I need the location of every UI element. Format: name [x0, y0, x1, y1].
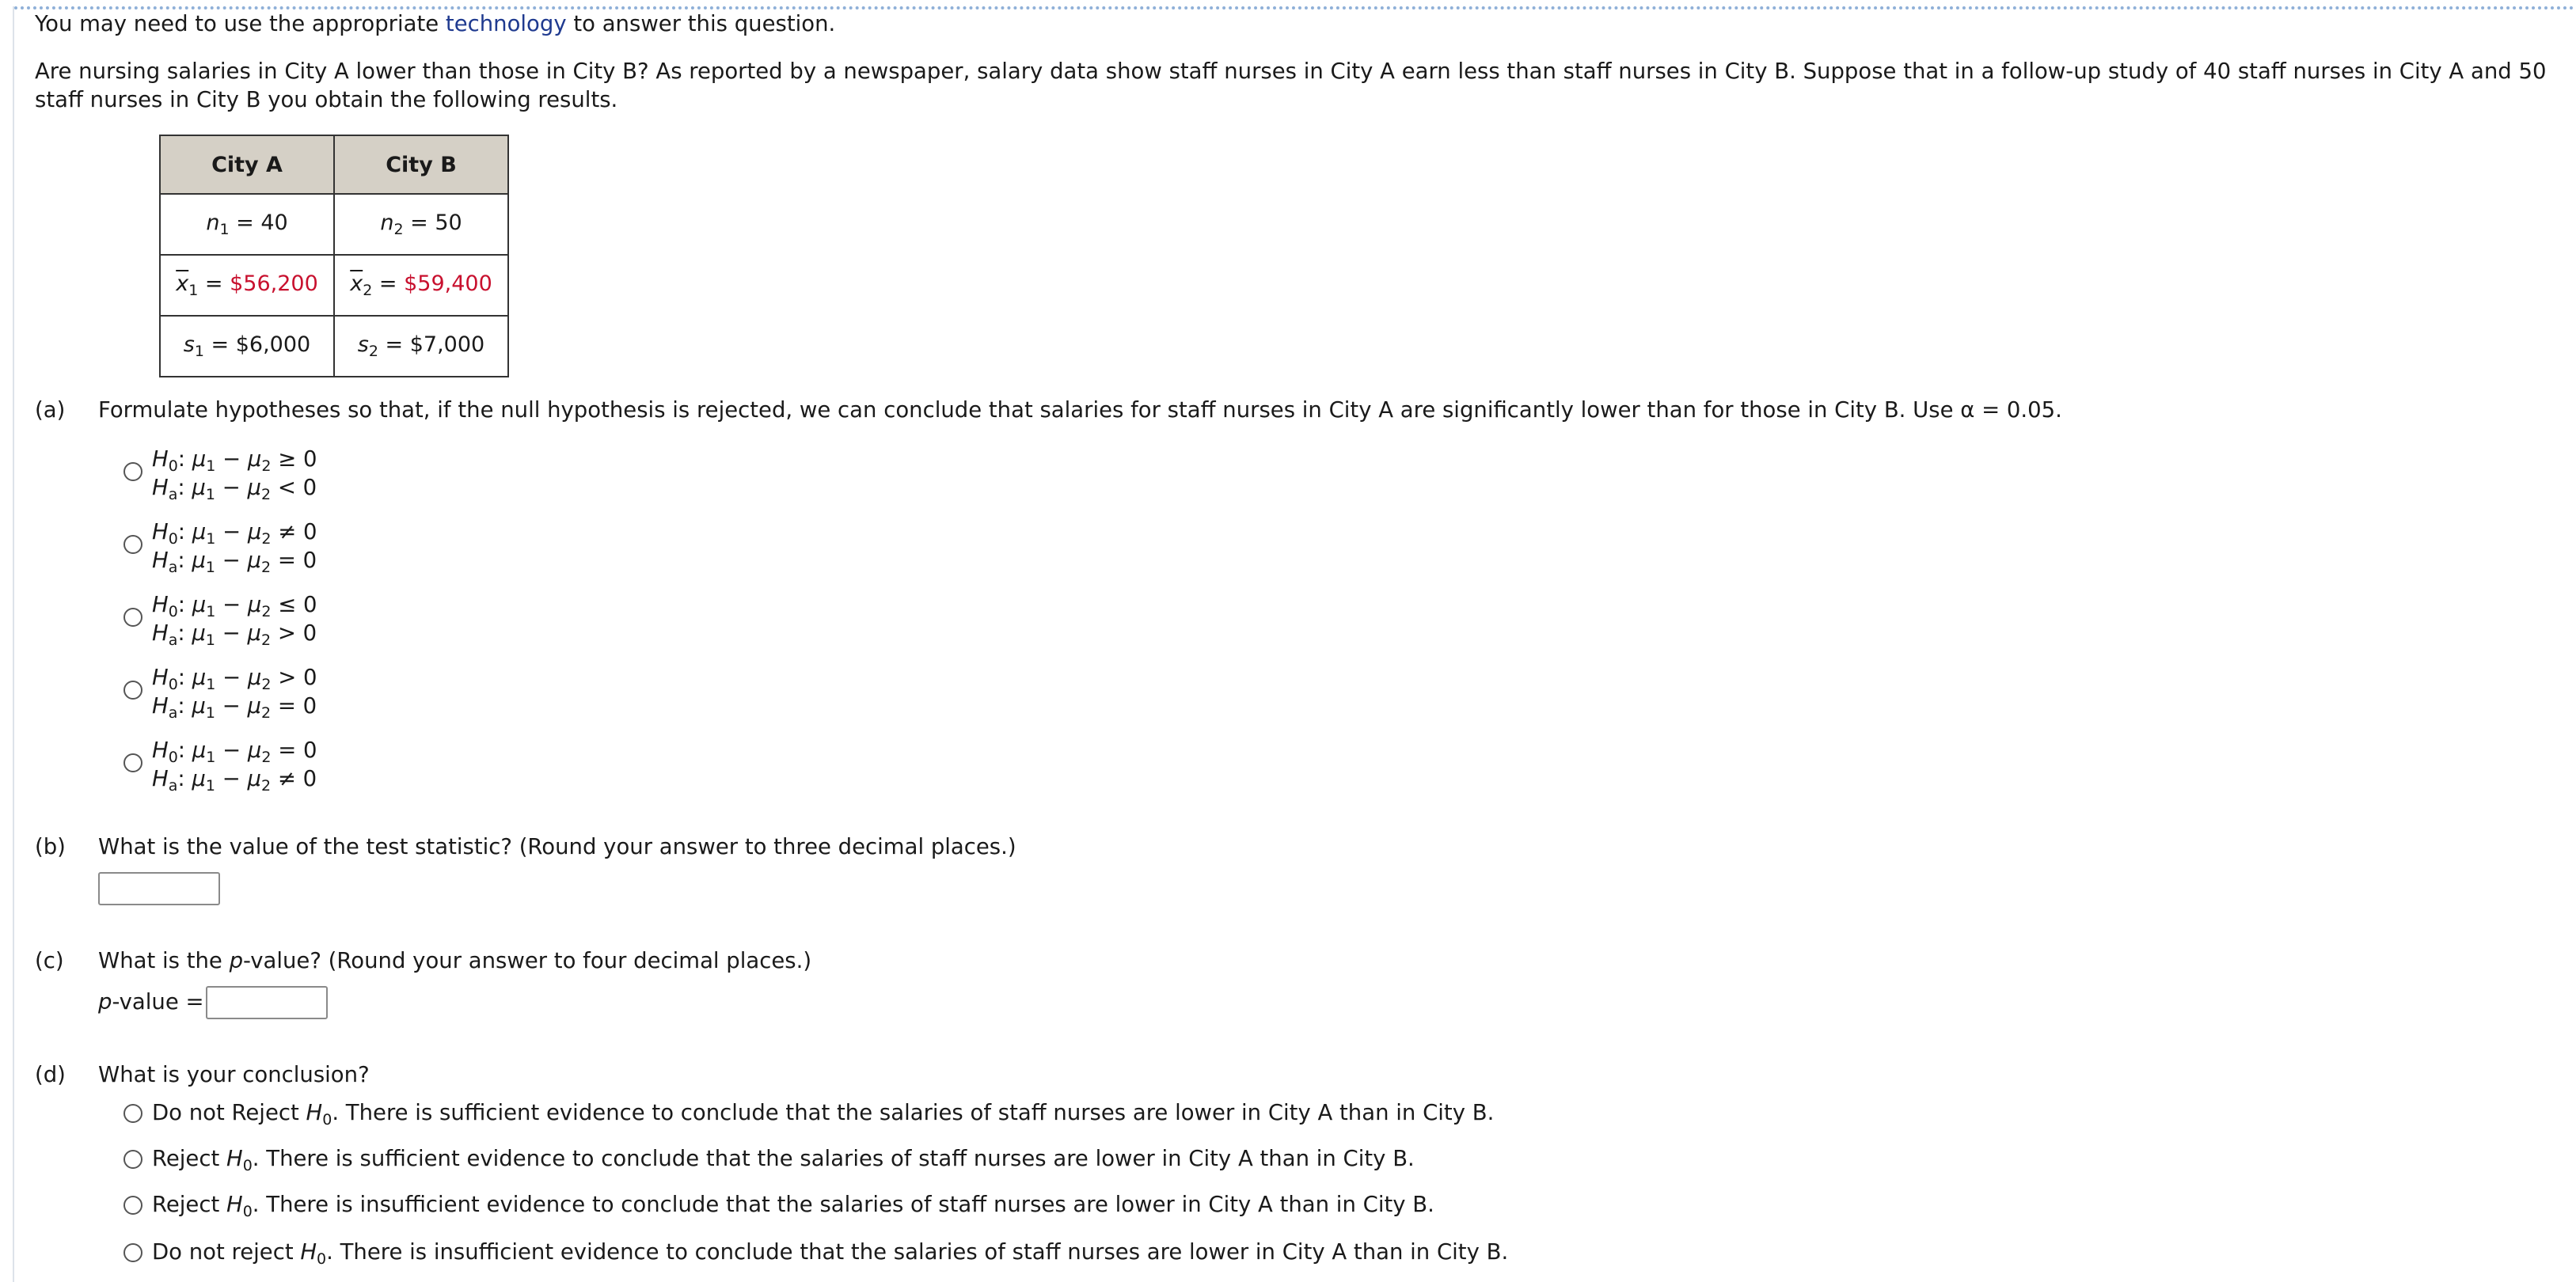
ha-relation: ≠ 0: [277, 766, 317, 791]
conclusion-option[interactable]: Do not Reject $H_0$. There is sufficient evidence to conclude that the salaries of staff nurses are lower in City A than in City B.: [123, 1098, 1494, 1134]
alternative-hypothesis: $H_a$: $\mu_1 - \mu_2 < 0$: [152, 475, 317, 503]
intro-prefix: You may need to use the appropriate: [35, 11, 439, 36]
p-value-label-p: p: [98, 989, 112, 1015]
radio-button[interactable]: [123, 1150, 142, 1169]
conclusion-action: Do not reject: [152, 1239, 294, 1265]
radio-button[interactable]: [123, 608, 142, 627]
p-value-label: [98, 988, 204, 1016]
conclusion-action: Reject: [152, 1146, 220, 1171]
h0-symbol: H: [300, 1239, 317, 1265]
x2-eq: =: [378, 271, 405, 296]
ha-relation: < 0: [277, 475, 317, 500]
part-d-label: (d): [35, 1062, 66, 1087]
null-hypothesis: $H_0$: $\mu_1 - \mu_2 \ne 0$: [152, 519, 317, 548]
conclusion-option[interactable]: Do not reject $H_0$. There is insufficient evidence to conclude that the salaries of staff nurses are lower in City A than in City B.: [123, 1238, 1508, 1273]
alternative-hypothesis: $H_a$: $\mu_1 - \mu_2 > 0$: [152, 620, 317, 649]
part-c-text-p: p: [229, 948, 244, 973]
h0-relation: ≥ 0: [278, 446, 317, 472]
h0-relation: > 0: [278, 665, 317, 690]
intro-suffix: to answer this question.: [573, 11, 836, 36]
p-value-input[interactable]: [206, 986, 328, 1019]
part-b-question: [35, 833, 1016, 861]
part-a-question: [35, 396, 2062, 424]
conclusion-option[interactable]: Reject $H_0$. There is insufficient evidence to conclude that the salaries of staff nurses are lower in City A than in City B.: [123, 1190, 1434, 1226]
alternative-hypothesis: $H_a$: $\mu_1 - \mu_2 = 0$: [152, 548, 317, 576]
null-hypothesis: $H_0$: $\mu_1 - \mu_2 \ge 0$: [152, 446, 317, 475]
technology-link[interactable]: technology: [445, 11, 567, 36]
cell-x2: $\overline{x}_2$ = $59,400: [334, 255, 508, 316]
radio-button[interactable]: [123, 753, 142, 772]
conclusion-text: . There is insufficient evidence to conclude that the salaries of staff nurses are lower in City A than in City B.: [326, 1239, 1509, 1265]
h0-relation: ≠ 0: [278, 519, 317, 544]
h0-relation: ≤ 0: [278, 592, 317, 617]
ha-relation: = 0: [277, 693, 317, 719]
h0-symbol: H: [226, 1146, 243, 1171]
col-header-city-a: City A: [160, 135, 334, 194]
part-c-label: (c): [35, 948, 64, 973]
part-d-question: [35, 1060, 370, 1089]
s2-value: = $7,000: [385, 332, 485, 357]
test-statistic-input[interactable]: [98, 872, 220, 905]
conclusion-text: . There is sufficient evidence to conclude that the salaries of staff nurses are lower in City A than in City B.: [252, 1146, 1415, 1171]
conclusion-action: Reject: [152, 1192, 220, 1217]
conclusion-text: . There is insufficient evidence to conclude that the salaries of staff nurses are lower in City A than in City B.: [252, 1192, 1434, 1217]
cell-n1: $n_1 = 40$: [160, 194, 334, 255]
cell-s1: $s_1$ = $6,000: [160, 316, 334, 377]
h0-symbol: H: [306, 1100, 323, 1125]
part-b-label: (b): [35, 834, 66, 859]
cell-s2: $s_2$ = $7,000: [334, 316, 508, 377]
ha-relation: > 0: [277, 620, 317, 646]
h0-relation: = 0: [278, 738, 317, 763]
col-header-city-b: City B: [334, 135, 508, 194]
part-a-label: (a): [35, 397, 66, 423]
salary-table: [159, 135, 509, 377]
p-value-label-rest: -value =: [112, 989, 204, 1015]
radio-button[interactable]: [123, 1104, 142, 1123]
part-c-text-prefix: What is the: [98, 948, 230, 973]
question-paragraph: Are nursing salaries in City A lower than those in City B? As reported by a newspaper, salary data show staff nurses in City A earn less than staff nurses in City B. Suppose that in a follow-up study of 40 staff nurses in City A and 50 staff nurses in City B you obtain the following results.: [35, 59, 2547, 112]
radio-button[interactable]: [123, 535, 142, 554]
part-c-question: [35, 946, 811, 975]
radio-button[interactable]: [123, 462, 142, 481]
h0-symbol: H: [226, 1192, 243, 1217]
s1-value: = $6,000: [211, 332, 311, 357]
part-c-text-suffix: -value? (Round your answer to four decimal places.): [243, 948, 812, 973]
null-hypothesis: $H_0$: $\mu_1 - \mu_2 = 0$: [152, 738, 317, 766]
cell-x1: $\overline{x}_1$ = $56,200: [160, 255, 334, 316]
part-b-text: What is the value of the test statistic? (Round your answer to three decimal places.): [98, 834, 1016, 859]
n1-value: = 40: [236, 211, 288, 235]
null-hypothesis: $H_0$: $\mu_1 - \mu_2 > 0$: [152, 665, 317, 693]
x2-value: $59,400: [404, 271, 492, 296]
part-d-text: What is your conclusion?: [98, 1062, 370, 1087]
alternative-hypothesis: $H_a$: $\mu_1 - \mu_2 = 0$: [152, 693, 317, 722]
intro-line: [35, 9, 835, 38]
conclusion-text: . There is sufficient evidence to conclude that the salaries of staff nurses are lower in City A than in City B.: [332, 1100, 1495, 1125]
cell-n2: $n_2 = 50$: [334, 194, 508, 255]
x1-eq: =: [204, 271, 230, 296]
n2-value: = 50: [410, 211, 462, 235]
x1-value: $56,200: [230, 271, 318, 296]
radio-button[interactable]: [123, 1243, 142, 1262]
page-border-left: [13, 6, 14, 1282]
alternative-hypothesis: $H_a$: $\mu_1 - \mu_2 \ne 0$: [152, 766, 317, 795]
part-a-text: Formulate hypotheses so that, if the null hypothesis is rejected, we can conclude that salaries for staff nurses in City A are significantly lower than for those in City B. Use α = 0.05.: [98, 397, 2062, 423]
radio-button[interactable]: [123, 1196, 142, 1215]
conclusion-action: Do not Reject: [152, 1100, 299, 1125]
ha-relation: = 0: [277, 548, 317, 573]
conclusion-option[interactable]: Reject $H_0$. There is sufficient evidence to conclude that the salaries of staff nurses are lower in City A than in City B.: [123, 1144, 1415, 1180]
null-hypothesis: $H_0$: $\mu_1 - \mu_2 \le 0$: [152, 592, 317, 620]
radio-button[interactable]: [123, 681, 142, 700]
